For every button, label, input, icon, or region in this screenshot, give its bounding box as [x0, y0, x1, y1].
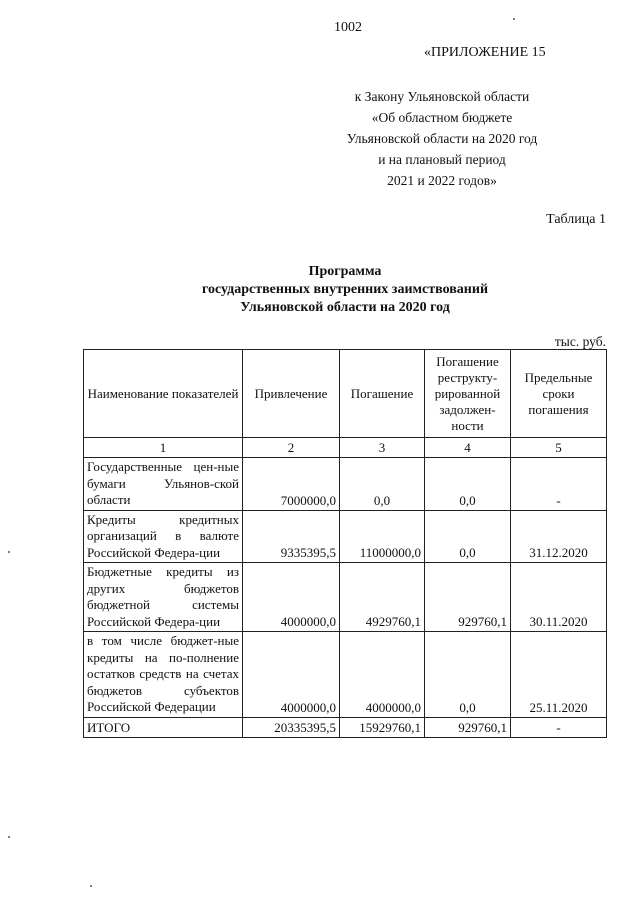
appendix-title: «ПРИЛОЖЕНИЕ 15: [424, 45, 546, 60]
law-line: 2021 и 2022 годов»: [387, 173, 497, 188]
header-row: [84, 350, 607, 438]
page-number: 1002: [334, 20, 362, 35]
scan-speck: [8, 836, 10, 838]
scan-speck: [513, 18, 515, 20]
total-row: [84, 717, 607, 737]
column-header: Привлечение: [243, 350, 340, 438]
total-attraction: 20335395,5: [243, 717, 340, 737]
repayment-deadline: 31.12.2020: [511, 510, 607, 563]
repayment-value: 0,0: [340, 458, 425, 511]
scan-speck: [8, 551, 10, 553]
column-number: 2: [243, 438, 340, 458]
column-number: 1: [84, 438, 243, 458]
table-row: [84, 563, 607, 632]
restructured-repayment-value: 929760,1: [425, 563, 511, 632]
total-restructured-repayment: 929760,1: [425, 717, 511, 737]
restructured-repayment-value: 0,0: [425, 510, 511, 563]
indicator-name: Государственные цен-ные бумаги Ульянов-ской области: [84, 458, 243, 511]
total-label: ИТОГО: [84, 717, 243, 737]
title-line: Ульяновской области на 2020 год: [240, 300, 450, 315]
attraction-value: 9335395,5: [243, 510, 340, 563]
title-line: государственных внутренних заимствований: [201, 282, 489, 297]
column-header: Наименование показателей: [84, 350, 243, 438]
table-row: [84, 510, 607, 563]
attraction-value: 4000000,0: [243, 563, 340, 632]
column-number-row: [84, 438, 607, 458]
law-line: и на плановый период: [378, 152, 506, 167]
column-header: Погашение: [340, 350, 425, 438]
law-line: Ульяновской области на 2020 год: [346, 131, 538, 146]
table-row: [84, 458, 607, 511]
attraction-value: 7000000,0: [243, 458, 340, 511]
column-header: Предельные сроки погашения: [511, 350, 607, 438]
repayment-deadline: -: [511, 458, 607, 511]
indicator-name: Бюджетные кредиты из других бюджетов бюджетной системы Российской Федера-ции: [84, 563, 243, 632]
column-header: Погашение реструкту-рированной задолжен-ности: [425, 350, 511, 438]
total-repayment: 15929760,1: [340, 717, 425, 737]
repayment-value: 4929760,1: [340, 563, 425, 632]
restructured-repayment-value: 0,0: [425, 632, 511, 718]
repayment-deadline: 30.11.2020: [511, 563, 607, 632]
column-number: 3: [340, 438, 425, 458]
indicator-name: в том числе бюджет-ные кредиты на по-полнение остатков средств на счетах бюджетов субъектов Российской Федерации: [84, 632, 243, 718]
scan-speck: [90, 885, 92, 887]
restructured-repayment-value: 0,0: [425, 458, 511, 511]
document-title: [110, 263, 580, 317]
table-label: Таблица 1: [546, 212, 606, 227]
table-row: [84, 632, 607, 718]
units-label: тыс. руб.: [554, 334, 606, 349]
column-number: 4: [425, 438, 511, 458]
repayment-value: 4000000,0: [340, 632, 425, 718]
total-deadline: -: [511, 717, 607, 737]
title-line: Программа: [308, 264, 382, 279]
attraction-value: 4000000,0: [243, 632, 340, 718]
repayment-deadline: 25.11.2020: [511, 632, 607, 718]
borrowing-program-table: [83, 349, 607, 738]
law-line: «Об областном бюджете: [371, 110, 513, 125]
repayment-value: 11000000,0: [340, 510, 425, 563]
law-line: к Закону Ульяновской области: [354, 89, 530, 104]
law-reference: [282, 86, 602, 191]
indicator-name: Кредиты кредитных организаций в валюте Российской Федера-ции: [84, 510, 243, 563]
column-number: 5: [511, 438, 607, 458]
